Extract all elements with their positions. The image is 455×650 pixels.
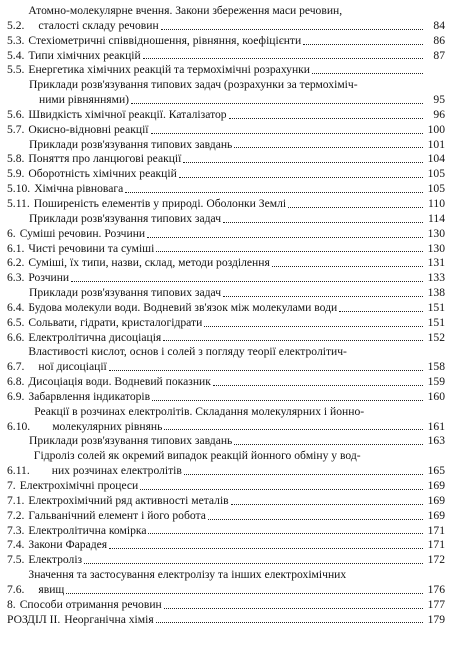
toc-entry-title-line: Реакції в розчинах електролітів. Складання молекулярних і йонно- <box>34 404 365 418</box>
toc-entry-title-line: молекулярних рівнянь <box>52 419 163 433</box>
leader-dots <box>208 519 423 520</box>
toc-entry-title-line: Гальванічний елемент і його робота <box>28 508 206 522</box>
toc-entry <box>7 375 445 390</box>
toc-entry-page-number: 171 <box>427 523 445 537</box>
toc-entry-title <box>24 538 445 553</box>
leader-dots <box>156 622 423 623</box>
leader-dots <box>229 118 423 119</box>
toc-entry-page-number: 105 <box>427 182 445 196</box>
toc-entry <box>7 63 445 78</box>
leader-dots <box>184 474 423 475</box>
toc-entry-number: 6.9. <box>7 389 25 403</box>
leader-dots <box>109 548 423 549</box>
toc-entry <box>7 613 445 628</box>
toc-entry-page-number: 160 <box>427 389 445 403</box>
toc-entry-title-line: Приклади розв'язування типових задач (розрахунки за термохіміч- <box>29 78 358 92</box>
toc-entry-page-number: 86 <box>433 33 445 47</box>
toc-entry-page-number: 159 <box>427 375 445 389</box>
leader-dots <box>231 504 423 505</box>
toc-entry-title-line: Забарвлення індикаторів <box>28 389 151 403</box>
leader-dots <box>109 370 423 371</box>
toc-entry-title <box>24 271 445 286</box>
leader-dots <box>303 44 423 45</box>
toc-entry-number: 5.11. <box>7 196 30 210</box>
toc-entry-title <box>24 167 445 182</box>
toc-entry-page-number: 169 <box>427 479 445 492</box>
leader-dots <box>234 444 423 445</box>
toc-entry-number: 7.6. <box>7 582 25 596</box>
toc-entry-number: 5.5. <box>7 63 25 77</box>
toc-entry <box>7 242 445 257</box>
leader-dots <box>84 563 423 564</box>
leader-dots <box>143 58 423 59</box>
toc-entry <box>7 152 445 167</box>
toc-entry-title <box>16 227 445 242</box>
toc-entry <box>7 182 445 197</box>
toc-entry-page-number: 163 <box>427 434 445 448</box>
toc-entry-number: 5.6. <box>7 107 25 121</box>
leader-dots <box>152 400 423 401</box>
toc-entry-page-number: 130 <box>427 241 445 255</box>
toc-entry-title <box>16 598 445 613</box>
toc-entry-number: 5.9. <box>7 167 25 181</box>
toc-entry-number: 6.1. <box>7 241 25 255</box>
toc-entry-page-number: 176 <box>427 582 445 596</box>
toc-entry <box>7 598 445 613</box>
toc-entry-title-line: Електрохімічні процеси <box>19 479 139 492</box>
toc-entry-page-number: 100 <box>427 122 445 136</box>
toc-entry-title-line: Поширеність елементів у природі. Оболонки Землі <box>33 196 287 210</box>
toc-entry-page-number: 158 <box>427 360 445 374</box>
toc-entry <box>7 509 445 524</box>
toc-entry-title <box>24 494 445 509</box>
toc-entry-number: 6.6. <box>7 330 25 344</box>
leader-dots <box>147 237 423 238</box>
toc-entry-title-line: Окисно-відновні реакції <box>28 122 149 136</box>
toc-entry-title-line: Електроліз <box>28 553 83 567</box>
toc-entry <box>7 524 445 539</box>
toc-entry-title-line: Сольвати, гідрати, кристалогідрати <box>28 315 203 329</box>
toc-entry-title-line: Чисті речовини та суміші <box>28 241 155 255</box>
toc-entry-title <box>24 49 445 64</box>
leader-dots <box>131 103 423 104</box>
toc-entry-title-line: Електролітична дисоціація <box>28 330 162 344</box>
toc-entry-title-line: Стехіометричні співвідношення, рівняння, коефіцієнти <box>28 33 302 47</box>
toc-entry-title <box>7 286 445 301</box>
toc-entry <box>7 286 445 301</box>
toc-entry-number: 6.7. <box>7 360 25 374</box>
toc-entry <box>7 212 445 227</box>
toc-entry-title-line: Значення та застосування електролізу та інших електрохімічних <box>28 568 347 582</box>
toc-entry-page-number: 105 <box>427 167 445 181</box>
toc-entry-title <box>24 34 445 49</box>
toc-entry-number: 8. <box>7 597 16 611</box>
toc-entry-title-line: Атомно-молекулярне вчення. Закони збереження маси речовин, <box>28 4 343 17</box>
toc-entry <box>7 494 445 509</box>
leader-dots <box>272 266 423 267</box>
toc-entry-page-number: 87 <box>433 48 445 62</box>
toc-entry-number: 5.3. <box>7 33 25 47</box>
toc-entry <box>7 390 445 405</box>
toc-entry-title <box>24 123 445 138</box>
toc-entry <box>7 256 445 271</box>
toc-entry <box>7 405 445 435</box>
toc-entry-number: 7.5. <box>7 553 25 567</box>
toc-entry-page-number: 101 <box>427 137 445 151</box>
toc-entry-page-number: 177 <box>427 597 445 611</box>
toc-entry-title <box>30 405 445 435</box>
toc-entry-number: 5.8. <box>7 152 25 166</box>
toc-entry <box>7 271 445 286</box>
toc-entry <box>7 553 445 568</box>
toc-entry-number: РОЗДІЛ II. <box>7 612 61 626</box>
toc-entry <box>7 568 445 598</box>
leader-dots <box>161 29 423 30</box>
toc-entry <box>7 34 445 49</box>
toc-entry-number: 5.7. <box>7 122 25 136</box>
toc-entry-title-line: Суміші, їх типи, назви, склад, методи розділення <box>28 256 270 270</box>
toc-entry-title <box>24 509 445 524</box>
toc-entry-page-number: 171 <box>427 538 445 552</box>
toc-entry-title-line: Хімічна рівновага <box>34 182 124 196</box>
table-of-contents <box>7 4 445 627</box>
toc-entry <box>7 78 445 108</box>
toc-entry-page-number: 172 <box>427 553 445 567</box>
toc-entry-title <box>24 345 445 375</box>
toc-entry-number: 6. <box>7 226 16 240</box>
toc-entry-number: 7.2. <box>7 508 25 522</box>
toc-entry-title <box>24 256 445 271</box>
toc-entry-page-number: 169 <box>427 493 445 507</box>
toc-entry-number: 7. <box>7 479 16 492</box>
leader-dots <box>164 608 423 609</box>
toc-entry-title <box>24 524 445 539</box>
leader-dots <box>204 326 423 327</box>
toc-entry-number: 5.2. <box>7 18 25 32</box>
leader-dots <box>164 429 423 430</box>
toc-entry-title <box>7 434 445 449</box>
toc-entry-title-line: Електролітична комірка <box>28 523 147 537</box>
toc-entry-page-number: 96 <box>433 107 445 121</box>
toc-entry-page-number: 152 <box>427 330 445 344</box>
toc-entry <box>7 108 445 123</box>
leader-dots <box>223 296 423 297</box>
toc-entry-number: 6.5. <box>7 315 25 329</box>
toc-entry-page-number: 151 <box>427 300 445 314</box>
toc-entry <box>7 197 445 212</box>
toc-entry-title <box>16 479 445 494</box>
toc-entry <box>7 123 445 138</box>
toc-entry-title-line: ної дисоціації <box>38 360 107 374</box>
toc-entry-title <box>24 63 445 78</box>
toc-entry-title <box>60 613 445 628</box>
toc-entry-title-line: них розчинах електролітів <box>51 464 182 478</box>
leader-dots <box>163 340 423 341</box>
toc-entry-page-number: 179 <box>427 612 445 626</box>
toc-entry <box>7 167 445 182</box>
toc-entry-title-line: Властивості кислот, основ і солей з погляду теорії електролітич- <box>28 345 347 359</box>
toc-entry-title-line: Приклади розв'язування типових завдань <box>29 137 233 151</box>
leader-dots <box>148 533 423 534</box>
toc-entry-page-number: 151 <box>427 315 445 329</box>
toc-entry <box>7 316 445 331</box>
leader-dots <box>71 281 423 282</box>
toc-entry-title <box>7 138 445 153</box>
toc-entry-title <box>30 197 445 212</box>
toc-entry-number: 5.10. <box>7 182 31 196</box>
toc-entry-page-number: 95 <box>433 93 445 107</box>
toc-entry-title-line: Типи хімічних реакцій <box>28 48 141 62</box>
toc-entry <box>7 345 445 375</box>
toc-entry-title-line: Приклади розв'язування типових задач <box>29 286 222 300</box>
toc-entry-number: 6.3. <box>7 271 25 285</box>
toc-entry <box>7 301 445 316</box>
toc-entry-page-number: 110 <box>428 196 445 210</box>
toc-entry-number: 6.2. <box>7 256 25 270</box>
leader-dots <box>156 251 423 252</box>
toc-entry-title-line: ними рівняннями) <box>39 93 130 107</box>
toc-entry-page-number: 133 <box>427 271 445 285</box>
leader-dots <box>183 162 423 163</box>
toc-entry-title <box>24 108 445 123</box>
toc-entry-title-line: Способи отримання речовин <box>19 597 162 611</box>
leader-dots <box>66 593 423 594</box>
toc-entry-title-line: явищ <box>38 582 65 596</box>
toc-entry-title-line: Енергетика хімічних реакцій та термохімічні розрахунки <box>28 63 311 77</box>
leader-dots <box>140 489 423 490</box>
toc-entry-title-line: Будова молекули води. Водневий зв'язок між молекулами води <box>28 300 338 314</box>
toc-entry-number: 7.4. <box>7 538 25 552</box>
toc-entry-title-line: Суміші речовин. Розчини <box>19 226 146 240</box>
toc-entry-number: 7.3. <box>7 523 25 537</box>
toc-entry-title <box>24 331 445 346</box>
toc-entry-page-number: 84 <box>433 18 445 32</box>
leader-dots <box>223 222 423 223</box>
toc-entry-title-line: Дисоціація води. Водневий показник <box>28 375 211 389</box>
toc-entry <box>7 434 445 449</box>
toc-entry-title <box>30 182 445 197</box>
toc-entry <box>7 227 445 242</box>
leader-dots <box>213 385 423 386</box>
toc-entry-title-line: Електрохімічний ряд активності металів <box>28 493 229 507</box>
toc-entry-title <box>7 212 445 227</box>
toc-entry-page-number: 165 <box>427 464 445 478</box>
toc-entry-page-number: 104 <box>427 152 445 166</box>
toc-entry <box>7 538 445 553</box>
toc-entry-number: 5.4. <box>7 48 25 62</box>
toc-entry-title-line: Поняття про ланцюгові реакції <box>28 152 182 166</box>
leader-dots <box>179 177 423 178</box>
toc-entry-title-line: Приклади розв'язування типових задач <box>29 211 222 225</box>
leader-dots <box>125 192 423 193</box>
toc-entry-title-line: Оборотність хімічних реакцій <box>28 167 177 181</box>
toc-entry <box>7 331 445 346</box>
toc-entry-title-line: сталості складу речовин <box>38 18 159 32</box>
toc-entry-title <box>24 152 445 167</box>
toc-entry-title-line: Неорганічна хімія <box>64 612 154 626</box>
toc-entry-number: 6.4. <box>7 300 25 314</box>
leader-dots <box>288 207 423 208</box>
toc-entry-title <box>24 4 445 34</box>
toc-entry-number: 7.1. <box>7 493 25 507</box>
toc-entry-title <box>24 242 445 257</box>
toc-entry-page-number: 130 <box>427 226 445 240</box>
toc-entry-title <box>24 553 445 568</box>
leader-dots <box>312 73 423 74</box>
leader-dots <box>234 147 423 148</box>
toc-entry-title <box>24 301 445 316</box>
toc-entry <box>7 138 445 153</box>
toc-entry <box>7 449 445 479</box>
toc-entry-title-line: Розчини <box>28 271 70 285</box>
toc-entry-page-number: 138 <box>427 286 445 300</box>
toc-entry <box>7 479 445 494</box>
toc-entry-title <box>24 316 445 331</box>
toc-entry-page-number: 131 <box>427 256 445 270</box>
toc-entry-number: 6.10. <box>7 419 31 433</box>
toc-entry-title-line: Приклади розв'язування типових завдань <box>29 434 233 448</box>
toc-entry-title-line: Гідроліз солей як окремий випадок реакцій йонного обміну у вод- <box>33 449 361 463</box>
toc-entry-title-line: Закони Фарадея <box>28 538 108 552</box>
toc-entry-title <box>30 449 445 479</box>
toc-entry-page-number: 169 <box>427 508 445 522</box>
toc-entry-title-line: Швидкість хімічної реакції. Каталізатор <box>28 107 227 121</box>
toc-entry <box>7 49 445 64</box>
toc-entry-page-number: 161 <box>427 419 445 433</box>
toc-entry-number: 6.8. <box>7 375 25 389</box>
leader-dots <box>339 311 423 312</box>
toc-entry-title <box>24 375 445 390</box>
toc-entry-title <box>24 568 445 598</box>
toc-entry-number: 6.11. <box>7 464 30 478</box>
toc-entry <box>7 4 445 34</box>
toc-entry-page-number: 114 <box>428 211 445 225</box>
toc-entry-title <box>7 78 445 108</box>
leader-dots <box>151 133 423 134</box>
toc-entry-title <box>24 390 445 405</box>
